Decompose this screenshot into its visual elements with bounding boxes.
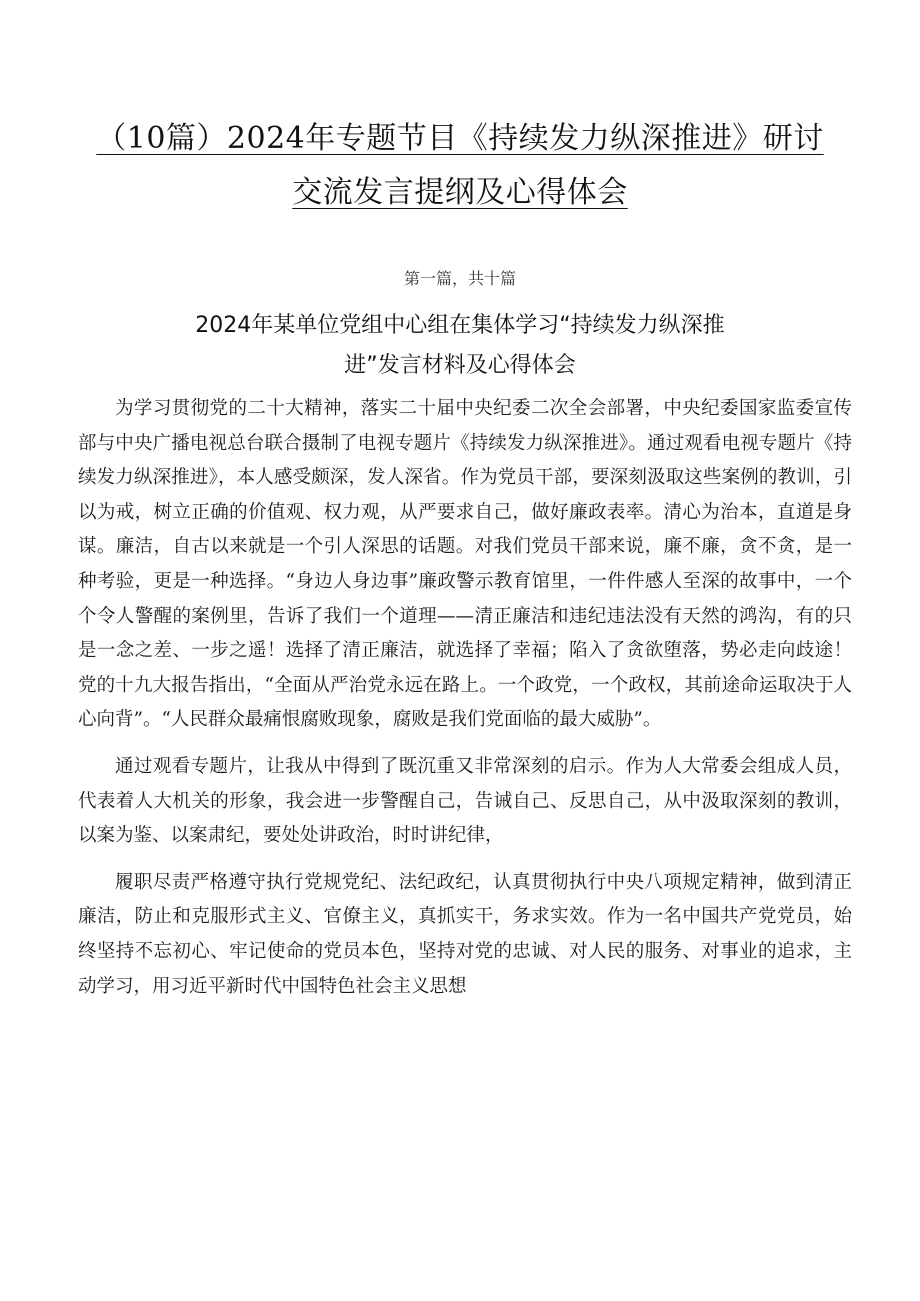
- section-title-line-1: 2024年某单位党组中心组在集体学习“持续发力纵深推: [195, 313, 725, 338]
- document-title-line-1: （10篇）2024年专题节目《持续发力纵深推进》研讨: [96, 121, 824, 156]
- body-text: [78, 392, 852, 1004]
- document-title-line-2: 交流发言提纲及心得体会: [292, 175, 628, 210]
- section-title: [110, 306, 810, 386]
- paragraph: 履职尽责严格遵守执行党规党纪、法纪政纪，认真贯彻执行中央八项规定精神，做到清正廉洁，防止和克服形式主义、官僚主义，真抓实干，务求实效。作为一名中国共产党党员，始终坚持不忘初心、牢记使命的党员本色，坚持对党的忠诚、对人民的服务、对事业的追求，主动学习，用习近平新时代中国特色社会主义思想: [78, 871, 852, 997]
- document-title: [60, 112, 860, 220]
- paragraph: 为学习贯彻党的二十大精神，落实二十届中央纪委二次全会部署，中央纪委国家监委宣传部与中央广播电视总台联合摄制了电视专题片《持续发力纵深推进》。通过观看电视专题片《持续发力纵深推进》，本人感受颇深，发人深省。作为党员干部，要深刻汲取这些案例的教训，引以为戒，树立正确的价值观、权力观，从严要求自己，做好廉政表率。清心为治本，直道是身谋。廉洁，自古以来就是一个引人深思的话题。对我们党员干部来说，廉不廉，贪不贪，是一种考验，更是一种选择。“身边人身边事”廉政警示教育馆里，一件件感人至深的故事中，一个个令人警醒的案例里，告诉了我们一个道理——清正廉洁和违纪违法没有天然的鸿沟，有的只是一念之差、一步之遥！选择了清正廉洁，就选择了幸福；陷入了贪欲堕落，势必走向歧途！党的十九大报告指出，“全面从严治党永远在路上。一个政党，一个政权，其前途命运取决于人心向背”。“人民群众最痛恨腐败现象，腐败是我们党面临的最大威胁”。: [78, 398, 852, 731]
- section-counter-label: 第一篇，共十篇: [403, 269, 516, 288]
- section-title-line-2: 进”发言材料及心得体会: [344, 353, 576, 378]
- paragraph: 通过观看专题片，让我从中得到了既沉重又非常深刻的启示。作为人大常委会组成人员，代表着人大机关的形象，我会进一步警醒自己，告诫自己、反思自己，从中汲取深刻的教训，以案为鉴、以案肃纪，要处处讲政治，时时讲纪律，: [78, 755, 852, 847]
